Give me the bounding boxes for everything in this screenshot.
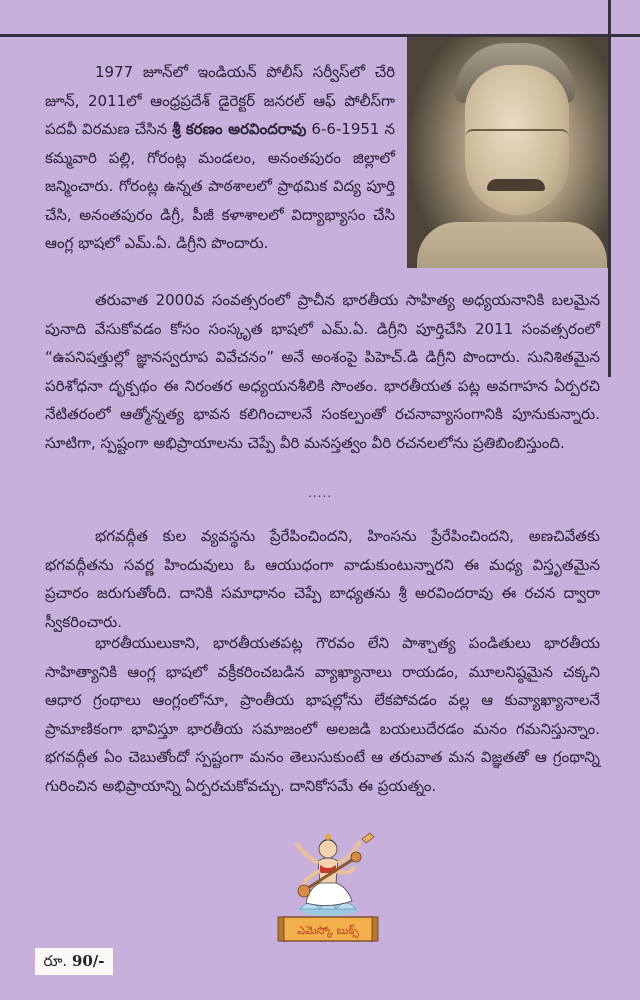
publisher-logo (276, 825, 380, 945)
saraswati-with-veena-icon (276, 825, 380, 945)
price-amount: 90/- (71, 952, 105, 970)
price-tag (35, 948, 113, 975)
author-glasses (465, 129, 569, 149)
right-vertical-rule (608, 0, 611, 377)
author-mustache (487, 179, 545, 191)
author-photo (407, 37, 608, 268)
bio-paragraph-1 (45, 58, 395, 258)
bio-intro-text: 1977 జూన్‌లో ఇండియన్ పోలీస్ సర్వీస్‌లో చేరి జూన్, 2011లో ఆంధ్రప్రదేశ్ డైరెక్టర్ జనరల్ ఆఫ్ పోలీస్‌గా పదవీ విరమణ చేసిన (45, 63, 395, 138)
about-book-paragraph-1 (45, 522, 600, 636)
bio-education-text: తరువాత 2000వ సంవత్సరంలో ప్రాచీన భారతీయ సాహిత్య అధ్యయనానికి బలమైన పునాది వేసుకోవడం కోసం సంస్కృత భాషలో ఎమ్.ఏ. డిగ్రీని పూర్తిచేసి 2011 సంవత్సరంలో “ఉపనిషత్తుల్లో జ్ఞానస్వరూప వివేచనం” అనే అంశంపై పిహెచ్.డి డిగ్రీని పొందారు. సునిశితమైన పరిశోధనా దృక్పథం ఈ నిరంతర అధ్యయనశీలికి సొంతం. భారతీయత పట్ల అవగాహన ఏర్పరచి నేటితరంలో ఆత్మోన్నత్య భావన కలిగించాలనే సంకల్పంతో రచనావ్యాసంగానికి పూనుకున్నారు. సూటిగా, స్పష్టంగా అభిప్రాయాలను చెప్పే వీరి మనస్తత్వం వీరి రచనలలోను ప్రతిబింబిస్తుంది. (45, 291, 600, 452)
about-book-text-1: భగవద్గీత కుల వ్యవస్థను ప్రేరేపించిందని, హింసను ప్రేరేపించిందని, అణచివేతకు భగవద్గీతను సవర్ణ హిందువులు ఓ ఆయుధంగా వాడుకుంటున్నారని ఈ మధ్య విస్తృతమైన ప్రచారం జరుగుతోంది. దానికి సమాధానం చెప్పే బాధ్యతను శ్రీ అరవిందరావు ఈ రచన ద్వారా స్వీకరించారు. (45, 527, 600, 631)
about-book-text-2: భారతీయులుకాని, భారతీయతపట్ల గౌరవం లేని పాశ్చాత్య పండితులు భారతీయ సాహిత్యానికి ఆంగ్ల భాషలో వక్రీకరించబడిన వ్యాఖ్యానాలు రాయడం, మూలనిష్ఠమైన చక్కని ఆధార గ్రంథాలు ఆంగ్లంలోనూ, ప్రాంతీయ భాషల్లోను లేకపోవడం వల్ల ఆ కువ్యాఖ్యానాలనే ప్రామాణికంగా భావిస్తూ భారతీయ సమాజంలో అలజడి బయలుదేరడం మనం గమనిస్తున్నాం. భగవద్గీత ఏం చెబుతోందో స్పష్టంగా మనం తెలుసుకుంటే ఆ తరువాత మన విజ్ఞతతో ఆ గ్రంథాన్ని గురించిన అభిప్రాయాన్ని ఏర్పరచుకోవచ్చు. దానికోసమే ఈ ప్రయత్నం. (45, 634, 600, 795)
author-shirt (417, 222, 607, 268)
about-book-paragraph-2 (45, 629, 600, 800)
section-separator: ..... (307, 486, 333, 500)
price-currency: రూ. (43, 952, 68, 970)
author-name: శ్రీ కరణం అరవిందరావు (172, 120, 307, 138)
bio-paragraph-2 (45, 286, 600, 457)
bio-birth-text: 6-6-1951 న కమ్మవారి పల్లి, గోరంట్ల మండలం, అనంతపురం జిల్లాలో జన్మించారు. గోరంట్ల ఉన్నత పాఠశాలలో ప్రాథమిక విద్య పూర్తి చేసి, అనంతపురం డిగ్రీ, పీజీ కళాశాలలో విద్యాభ్యాసం చేసి ఆంగ్ల భాషలో ఎమ్.ఏ. డిగ్రీని పొందారు. (45, 120, 395, 252)
publisher-name: ఎమెస్కో బుక్స్ (297, 924, 359, 937)
